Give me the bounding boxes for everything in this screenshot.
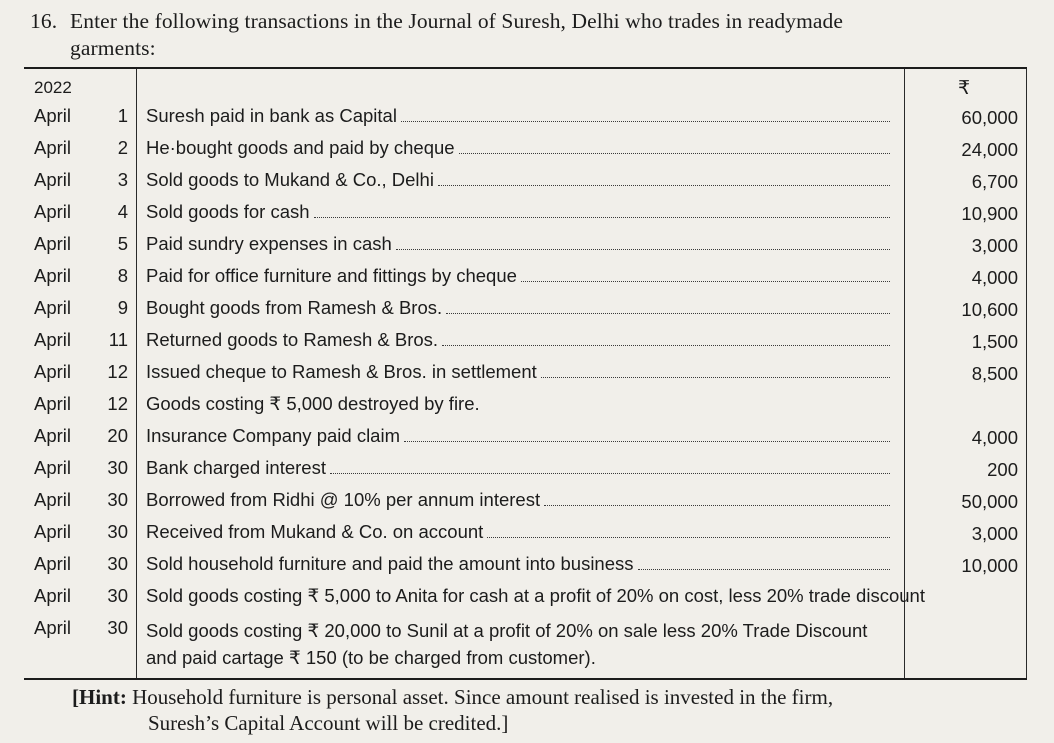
row-day: 1 [117,105,128,126]
row-amount: 1,500 [971,331,1018,352]
question-text-line1: Enter the following transactions in the Journal of Suresh, Delhi who trades in readymade [70,9,844,33]
table-row [24,201,1027,233]
row-description-text: Insurance Company paid claim [146,425,400,446]
hint-line2: Suresh’s Capital Account will be credited.] [148,711,509,735]
row-description [146,233,890,255]
row-description-text: Sold goods to Mukand & Co., Delhi [146,169,434,190]
row-amount: 3,000 [971,235,1018,256]
question-text-line2: garments: [70,36,156,60]
row-day: 8 [117,265,128,286]
row-amount: 200 [987,459,1018,480]
table-row [24,585,1027,617]
row-month: April [34,297,72,318]
row-description-text: Sold goods for cash [146,201,310,222]
row-description [146,617,890,671]
row-description-text: Bought goods from Ramesh & Bros. [146,297,443,318]
row-description [146,169,890,191]
row-amount: 10,000 [961,555,1018,576]
row-amount: 24,000 [961,139,1018,160]
dotted-leader [446,312,890,314]
row-description [146,137,890,159]
row-description [146,489,890,511]
row-amount: 60,000 [961,107,1018,128]
row-description [146,329,890,351]
table-row [24,297,1027,329]
row-description-text: He·bought goods and paid by cheque [146,137,455,158]
row-day: 9 [117,297,128,318]
row-amount: 50,000 [961,491,1018,512]
row-month: April [34,617,72,638]
row-day: 12 [107,361,128,382]
row-amount: 4,000 [971,267,1018,288]
row-description-text: Bank charged interest [146,457,326,478]
row-description-text: Sold goods costing ₹ 20,000 to Sunil at a profit of 20% on sale less 20% Trade Discount and paid cartage ₹ 150 (to be charged from customer). [146,620,868,668]
row-day: 30 [107,617,128,638]
row-day: 30 [107,457,128,478]
row-amount: 3,000 [971,523,1018,544]
row-day: 30 [107,553,128,574]
row-description [146,585,925,607]
row-day: 11 [108,329,128,350]
table-row [24,137,1027,169]
dotted-leader [544,504,890,506]
row-month: April [34,553,72,574]
table-row [24,169,1027,201]
row-month: April [34,201,72,222]
row-month: April [34,105,72,126]
hint-label: [Hint: [72,685,127,709]
row-description-text: Sold household furniture and paid the amount into business [146,553,634,574]
row-description-text: Goods costing ₹ 5,000 destroyed by fire. [146,393,480,414]
table-row [24,105,1027,137]
table-row [24,553,1027,585]
row-description [146,393,890,415]
row-day: 30 [107,585,128,606]
row-day: 30 [107,489,128,510]
row-day: 20 [107,425,128,446]
amount-header-rupee-icon: ₹ [958,78,971,99]
row-month: April [34,233,72,254]
year-header: 2022 [34,78,72,97]
row-description [146,265,890,287]
row-amount: 6,700 [971,171,1018,192]
row-month: April [34,169,72,190]
row-description-text: Suresh paid in bank as Capital [146,105,397,126]
row-month: April [34,489,72,510]
row-day: 4 [117,201,128,222]
table-row [24,425,1027,457]
row-month: April [34,393,72,414]
row-description [146,425,890,447]
dotted-leader [404,440,890,442]
row-description-text: Returned goods to Ramesh & Bros. [146,329,439,350]
hint [72,684,1042,736]
row-day: 2 [117,137,128,158]
dotted-leader [401,120,890,122]
table-row [24,233,1027,265]
row-description-text: Issued cheque to Ramesh & Bros. in settlement [146,361,537,382]
row-day: 3 [117,169,128,190]
question [30,8,1040,62]
row-amount: 10,900 [961,203,1018,224]
hint-line1: Household furniture is personal asset. Since amount realised is invested in the firm, [132,685,834,709]
row-description-text: Received from Mukand & Co. on account [146,521,484,542]
table-row [24,521,1027,553]
row-month: April [34,329,72,350]
table-row [24,489,1027,521]
row-month: April [34,137,72,158]
table-row [24,265,1027,297]
dotted-leader [459,152,890,154]
row-description [146,521,890,543]
row-description [146,105,890,127]
row-month: April [34,521,72,542]
dotted-leader [638,568,890,570]
dotted-leader [314,216,890,218]
row-month: April [34,361,72,382]
row-description-text: Paid for office furniture and fittings by cheque [146,265,517,286]
row-amount: 8,500 [971,363,1018,384]
row-day: 12 [107,393,128,414]
dotted-leader [396,248,890,250]
row-description-text: Paid sundry expenses in cash [146,233,392,254]
table-row [24,457,1027,489]
row-description-text: Sold goods costing ₹ 5,000 to Anita for cash at a profit of 20% on cost, less 20% trade discount [146,585,925,606]
question-number: 16. [30,9,58,33]
table-row [24,361,1027,393]
dotted-leader [442,344,890,346]
row-description [146,457,890,479]
table-row [24,617,1027,677]
table-row [24,329,1027,361]
row-description [146,361,890,383]
question-text [30,8,1040,62]
row-month: April [34,425,72,446]
transactions-table [24,67,1027,680]
row-day: 5 [117,233,128,254]
dotted-leader [330,472,890,474]
table-row [24,393,1027,425]
row-description [146,201,890,223]
row-month: April [34,457,72,478]
dotted-leader [521,280,890,282]
row-description [146,553,890,575]
dotted-leader [438,184,890,186]
row-amount: 4,000 [971,427,1018,448]
row-month: April [34,585,72,606]
row-day: 30 [107,521,128,542]
row-description [146,297,890,319]
dotted-leader [487,536,890,538]
dotted-leader [541,376,890,378]
row-description-text: Borrowed from Ridhi @ 10% per annum interest [146,489,541,510]
row-amount: 10,600 [961,299,1018,320]
row-month: April [34,265,72,286]
